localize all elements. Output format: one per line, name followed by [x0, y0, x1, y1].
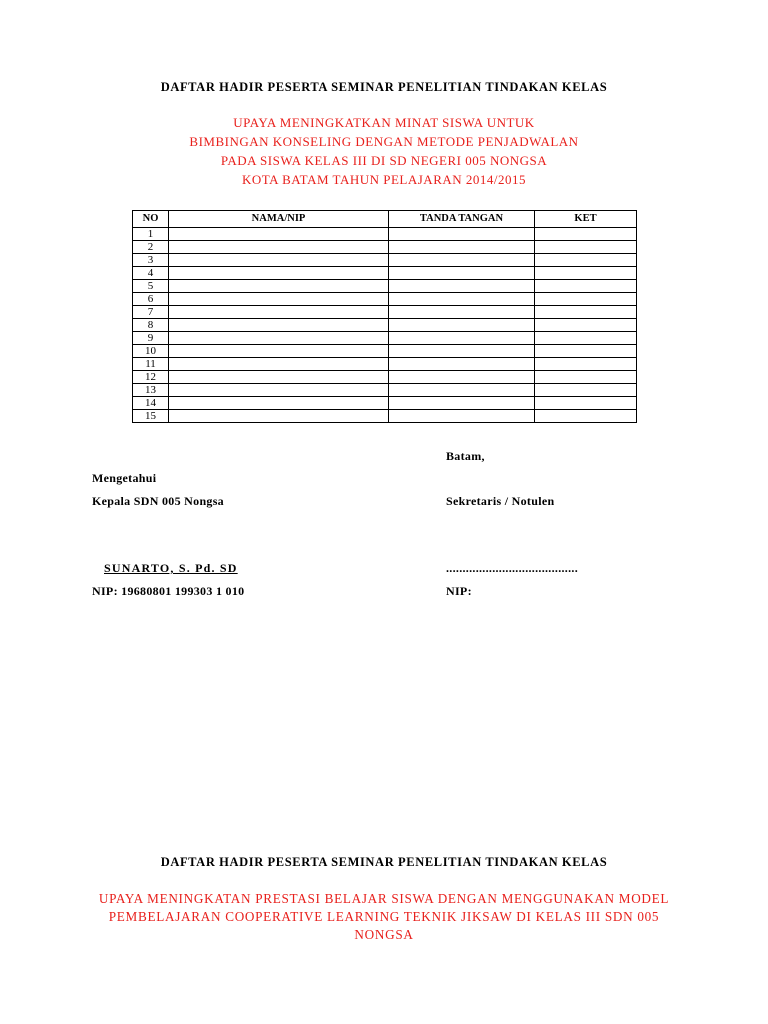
- secretary-name-blank: ........................................: [446, 561, 578, 575]
- table-row: [133, 319, 637, 332]
- name-cell: [169, 267, 389, 280]
- secretary-role: Sekretaris / Notulen: [446, 494, 555, 508]
- row-number: 15: [133, 410, 169, 423]
- note-cell: [535, 293, 637, 306]
- name-cell: [169, 306, 389, 319]
- note-cell: [535, 345, 637, 358]
- name-cell: [169, 358, 389, 371]
- research-title-2: [0, 890, 768, 944]
- row-number: 6: [133, 293, 169, 306]
- research-title: [0, 113, 768, 189]
- name-cell: [169, 241, 389, 254]
- place-label: Batam,: [446, 449, 485, 463]
- note-cell: [535, 228, 637, 241]
- row-number: 9: [133, 332, 169, 345]
- page-title: DAFTAR HADIR PESERTA SEMINAR PENELITIAN TINDAKAN KELAS: [160, 80, 608, 94]
- signature-cell: [389, 306, 535, 319]
- research-title-line: UPAYA MENINGKATKAN MINAT SISWA UNTUK: [233, 115, 535, 130]
- table-row: [133, 293, 637, 306]
- row-number: 2: [133, 241, 169, 254]
- table-row: [133, 280, 637, 293]
- table-row: [133, 332, 637, 345]
- note-cell: [535, 397, 637, 410]
- research-title-line: PADA SISWA KELAS III DI SD NEGERI 005 NONGSA: [220, 153, 548, 168]
- signature-cell: [389, 371, 535, 384]
- principal-role: Kepala SDN 005 Nongsa: [92, 494, 224, 508]
- note-cell: [535, 306, 637, 319]
- note-cell: [535, 267, 637, 280]
- signature-cell: [389, 358, 535, 371]
- table-row: [133, 254, 637, 267]
- table-row: [133, 267, 637, 280]
- row-number: 3: [133, 254, 169, 267]
- name-cell: [169, 371, 389, 384]
- row-number: 4: [133, 267, 169, 280]
- row-number: 5: [133, 280, 169, 293]
- signature-cell: [389, 280, 535, 293]
- table-row: [133, 345, 637, 358]
- name-cell: [169, 410, 389, 423]
- signature-cell: [389, 254, 535, 267]
- attendance-table: [132, 210, 637, 423]
- table-row: [133, 306, 637, 319]
- table-row: [133, 397, 637, 410]
- col-header-no: NO: [133, 211, 169, 228]
- row-number: 14: [133, 397, 169, 410]
- row-number: 7: [133, 306, 169, 319]
- name-cell: [169, 397, 389, 410]
- signature-cell: [389, 293, 535, 306]
- name-cell: [169, 280, 389, 293]
- signature-cell: [389, 319, 535, 332]
- name-cell: [169, 319, 389, 332]
- note-cell: [535, 371, 637, 384]
- principal-nip: NIP: 19680801 199303 1 010: [92, 584, 245, 598]
- signature-cell: [389, 332, 535, 345]
- name-cell: [169, 228, 389, 241]
- name-cell: [169, 384, 389, 397]
- note-cell: [535, 384, 637, 397]
- row-number: 1: [133, 228, 169, 241]
- table-row: [133, 371, 637, 384]
- signature-cell: [389, 345, 535, 358]
- table-row: [133, 384, 637, 397]
- research-title-line: KOTA BATAM TAHUN PELAJARAN 2014/2015: [241, 172, 527, 187]
- signature-cell: [389, 384, 535, 397]
- row-number: 12: [133, 371, 169, 384]
- research-title-line: UPAYA MENINGKATAN PRESTASI BELAJAR SISWA DENGAN MENGGUNAKAN MODEL: [98, 891, 670, 906]
- note-cell: [535, 319, 637, 332]
- research-title-line: NONGSA: [354, 927, 414, 942]
- name-cell: [169, 293, 389, 306]
- row-number: 13: [133, 384, 169, 397]
- note-cell: [535, 280, 637, 293]
- signature-cell: [389, 267, 535, 280]
- note-cell: [535, 410, 637, 423]
- row-number: 10: [133, 345, 169, 358]
- note-cell: [535, 358, 637, 371]
- col-header-signature: TANDA TANGAN: [389, 211, 535, 228]
- research-title-line: BIMBINGAN KONSELING DENGAN METODE PENJADWALAN: [189, 134, 579, 149]
- col-header-note: KET: [535, 211, 637, 228]
- table-header-row: [133, 211, 637, 228]
- table-row: [133, 228, 637, 241]
- note-cell: [535, 332, 637, 345]
- note-cell: [535, 254, 637, 267]
- name-cell: [169, 345, 389, 358]
- name-cell: [169, 254, 389, 267]
- col-header-name: NAMA/NIP: [169, 211, 389, 228]
- row-number: 11: [133, 358, 169, 371]
- table-row: [133, 410, 637, 423]
- name-cell: [169, 332, 389, 345]
- table-row: [133, 241, 637, 254]
- table-row: [133, 358, 637, 371]
- signature-cell: [389, 410, 535, 423]
- secretary-nip: NIP:: [446, 584, 472, 598]
- note-cell: [535, 241, 637, 254]
- page-title-2: DAFTAR HADIR PESERTA SEMINAR PENELITIAN TINDAKAN KELAS: [160, 855, 608, 869]
- signature-cell: [389, 241, 535, 254]
- research-title-line: PEMBELAJARAN COOPERATIVE LEARNING TEKNIK JIKSAW DI KELAS III SDN 005: [108, 909, 660, 924]
- row-number: 8: [133, 319, 169, 332]
- signature-cell: [389, 228, 535, 241]
- signature-cell: [389, 397, 535, 410]
- principal-name: SUNARTO, S. Pd. SD: [104, 561, 238, 575]
- acknowledged-label: Mengetahui: [92, 471, 157, 485]
